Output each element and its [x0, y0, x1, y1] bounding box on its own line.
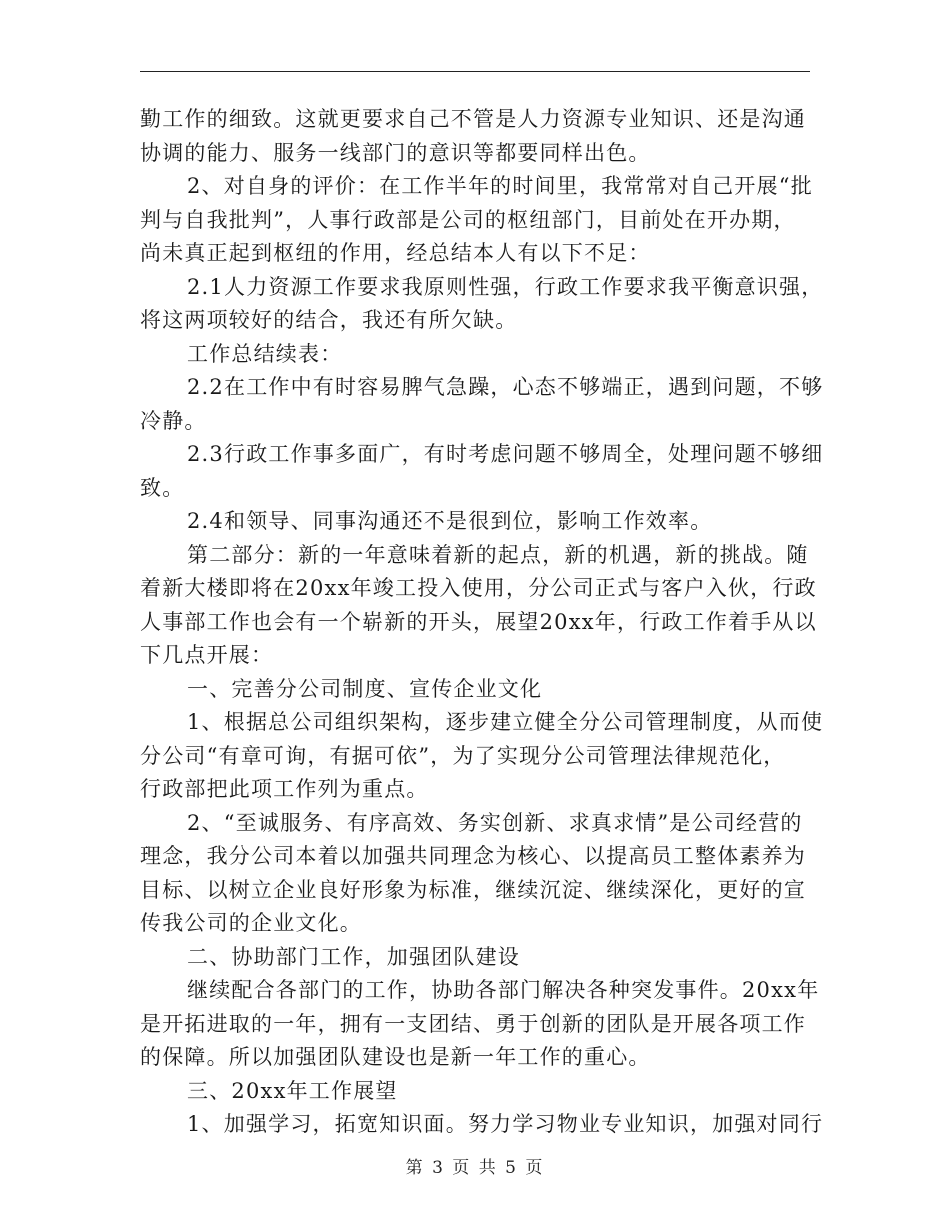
- text-line: 2.4和领导、同事沟通还不是很到位，影响工作效率。: [187, 509, 713, 533]
- section-heading: 一、完善分公司制度、宣传企业文化: [187, 676, 543, 701]
- document-body: [140, 103, 824, 1142]
- text-line: 传我公司的企业文化。: [140, 911, 362, 935]
- text-line: 2.2在工作中有时容易脾气急躁，心态不够端正，遇到问题，不够: [187, 375, 824, 399]
- text-line: 继续配合各部门的工作，协助各部门解决各种突发事件。20xx年: [187, 978, 820, 1002]
- text-line: 判与自我批判”，人事行政部是公司的枢纽部门，目前处在开办期，: [140, 207, 796, 232]
- page-footer: 第 3 页 共 5 页: [405, 1158, 545, 1178]
- text-line: 2、对自身的评价：在工作半年的时间里，我常常对自己开展“批: [187, 174, 813, 198]
- text-line: 工作总结续表：: [187, 341, 343, 366]
- header-rule: [140, 71, 810, 72]
- text-line: 理念，我分公司本着以加强共同理念为核心、以提高员工整体素养为: [140, 844, 806, 868]
- text-line: 1、根据总公司组织架构，逐步建立健全分公司管理制度，从而使: [187, 710, 824, 734]
- text-line: 2.3行政工作事多面广，有时考虑问题不够周全，处理问题不够细: [187, 442, 824, 466]
- section-heading: 二、协助部门工作，加强团队建设: [187, 944, 520, 969]
- text-line: 是开拓进取的一年，拥有一支团结、勇于创新的团队是开展各项工作: [140, 1011, 806, 1036]
- text-line: 将这两项较好的结合，我还有所欠缺。: [140, 308, 518, 332]
- text-line: 2.1人力资源工作要求我原则性强，行政工作要求我平衡意识强，: [187, 274, 824, 299]
- text-line: 致。: [140, 475, 185, 500]
- text-line: 2、“至诚服务、有序高效、务实创新、求真求情”是公司经营的: [187, 810, 803, 835]
- text-line: 下几点开展：: [140, 643, 274, 667]
- text-line: 协调的能力、服务一线部门的意识等都要同样出色。: [140, 140, 651, 165]
- text-line: 行政部把此项工作列为重点。: [140, 777, 429, 801]
- section-heading: 三、20xx年工作展望: [187, 1078, 398, 1103]
- text-line: 尚未真正起到枢纽的作用，经总结本人有以下不足：: [140, 241, 651, 265]
- text-line: 人事部工作也会有一个崭新的开头，展望20xx年，行政工作着手从以: [140, 609, 817, 634]
- text-line: 目标、以树立企业良好形象为标准，继续沉淀、继续深化，更好的宣: [140, 877, 806, 902]
- text-line: 分公司“有章可询，有据可依”，为了实现分公司管理法律规范化，: [140, 743, 786, 768]
- text-line: 着新大楼即将在20xx年竣工投入使用，分公司正式与客户入伙，行政: [140, 576, 817, 600]
- text-line: 1、加强学习，拓宽知识面。努力学习物业专业知识，加强对同行: [187, 1112, 824, 1136]
- text-line: 第二部分：新的一年意味着新的起点，新的机遇，新的挑战。随: [187, 542, 809, 567]
- text-line: 的保障。所以加强团队建设也是新一年工作的重心。: [140, 1045, 651, 1069]
- text-line: 冷静。: [140, 408, 207, 433]
- text-line: 勤工作的细致。这就更要求自己不管是人力资源专业知识、还是沟通: [140, 107, 806, 131]
